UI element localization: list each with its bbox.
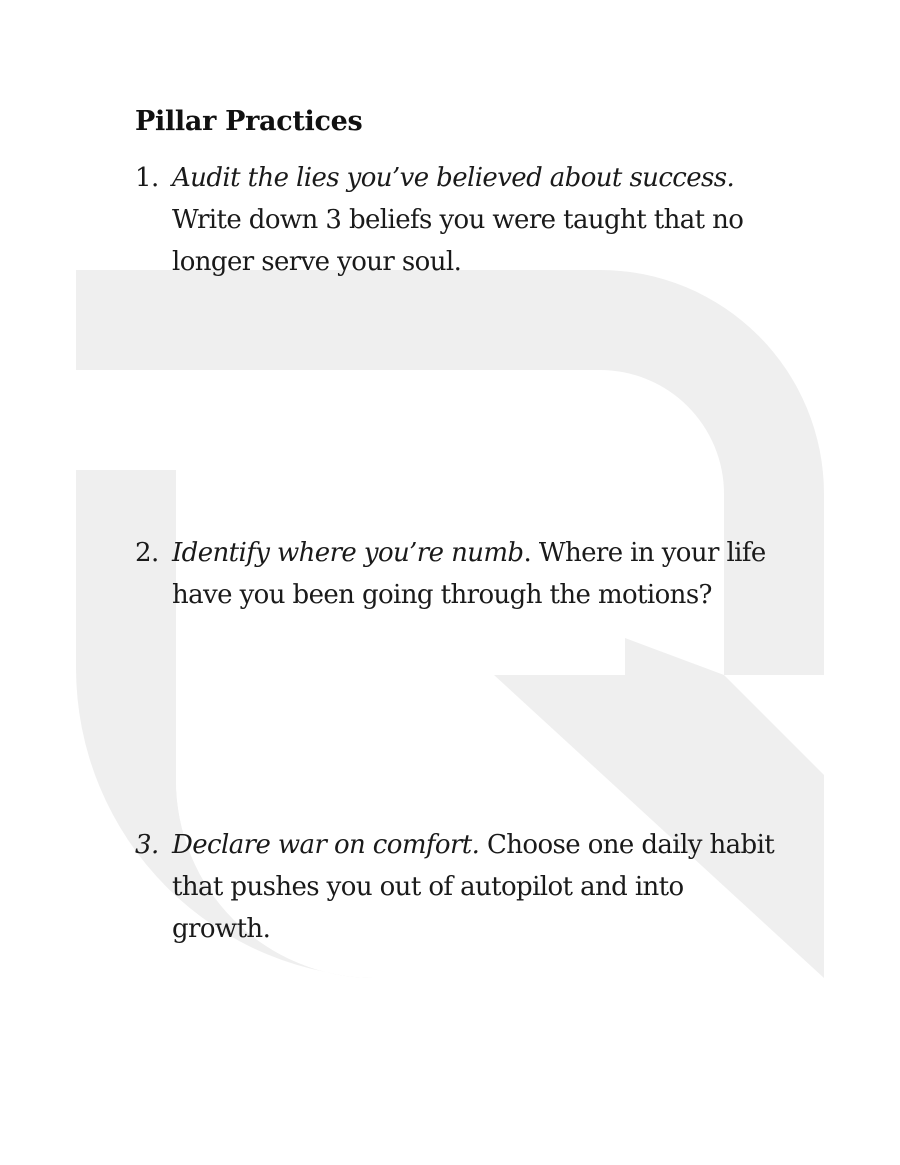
item-text — [172, 824, 785, 950]
item-body: Choose one daily habit that pushes you out of autopilot and into growth. — [172, 830, 775, 944]
item-lead: Identify where you’re numb — [172, 538, 524, 568]
item-number: 1. — [135, 163, 159, 193]
item-body: Where in your life have you been going through the motions? — [172, 538, 766, 610]
item-lead-punct: . — [523, 538, 532, 568]
item-text — [172, 532, 785, 616]
item-lead: Declare war on comfort. — [172, 830, 480, 860]
practice-item — [135, 157, 785, 283]
practice-item — [135, 532, 785, 616]
section-heading: Pillar Practices — [135, 106, 363, 137]
practice-item — [135, 824, 785, 950]
item-number: 3. — [135, 830, 159, 860]
item-text — [172, 157, 785, 283]
item-lead: Audit the lies you’ve believed about success. — [172, 163, 735, 193]
item-body: Write down 3 beliefs you were taught that no longer serve your soul. — [172, 205, 744, 277]
item-number: 2. — [135, 538, 159, 568]
